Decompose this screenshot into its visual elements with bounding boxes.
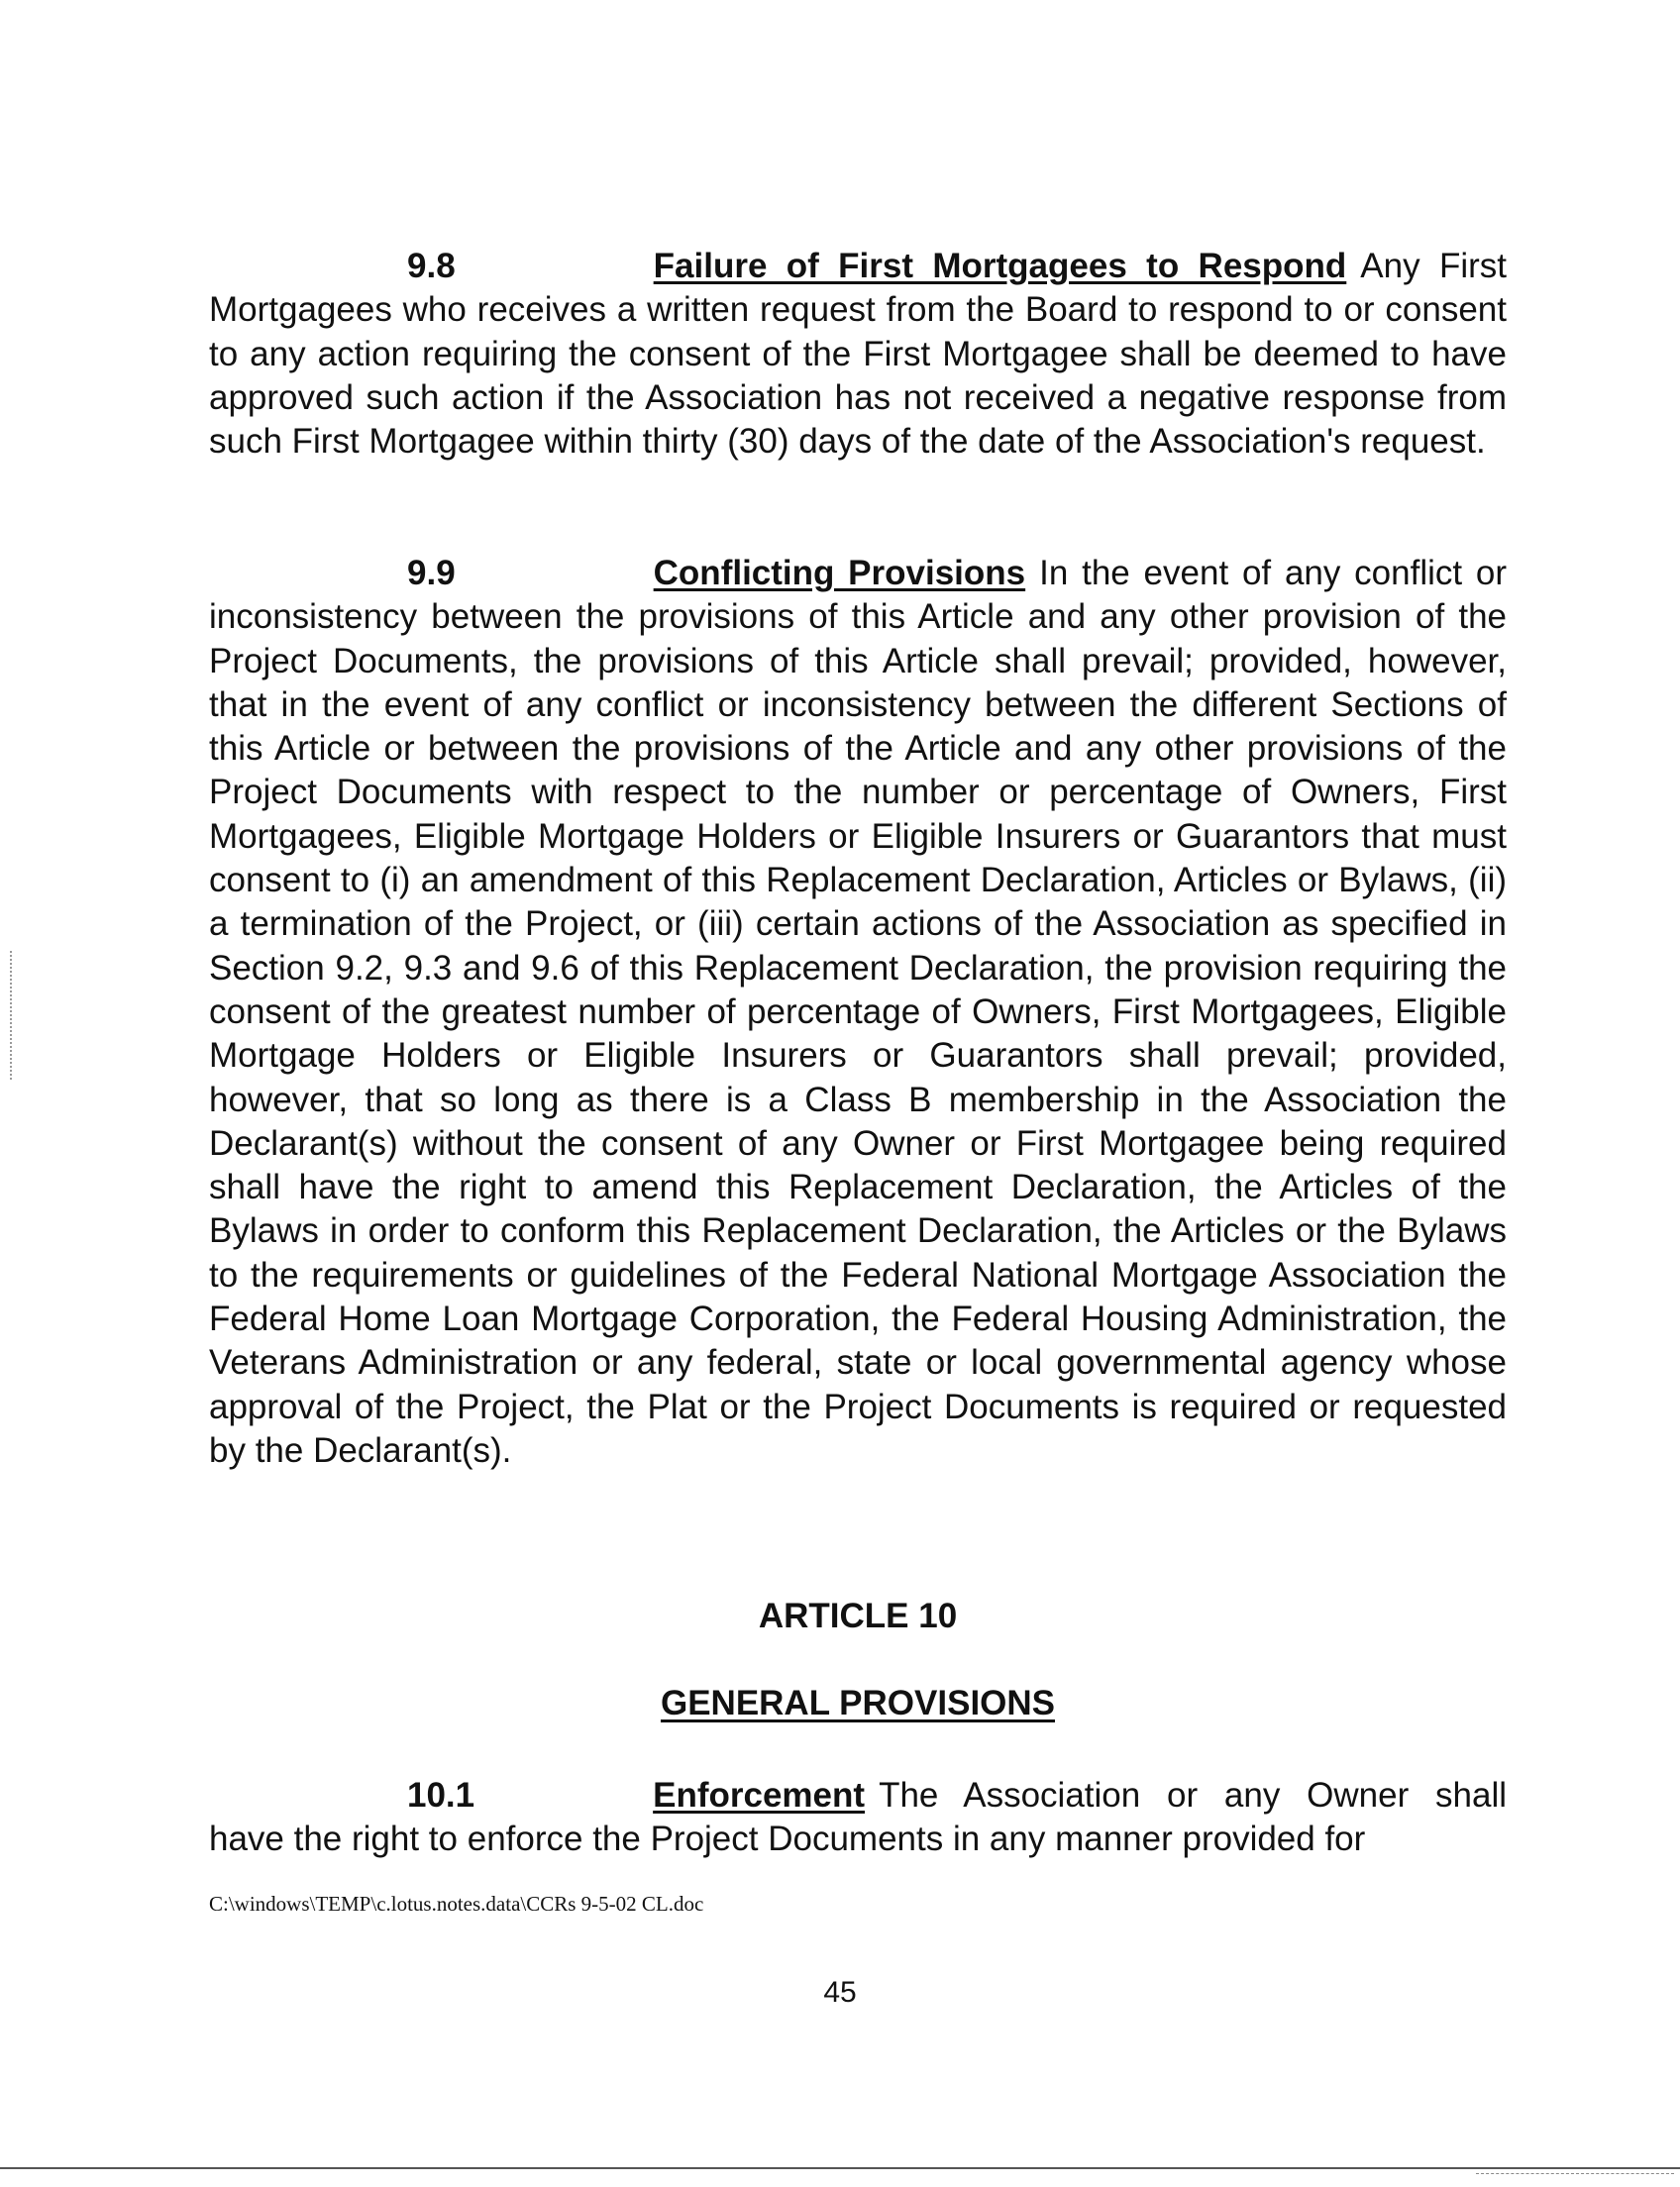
section-number: 9.9 bbox=[407, 554, 456, 592]
section-9-8 bbox=[209, 245, 1507, 464]
section-title: Conflicting Provisions bbox=[653, 554, 1026, 592]
section-title: Failure of First Mortgagees to Respond bbox=[653, 247, 1347, 285]
bottom-scan-line bbox=[0, 2167, 1680, 2169]
margin-scan-marks bbox=[10, 951, 16, 1080]
section-title: Enforcement bbox=[653, 1776, 866, 1815]
bottom-scan-line-dashed bbox=[1476, 2173, 1674, 2175]
article-subtitle-text: GENERAL PROVISIONS bbox=[660, 1684, 1056, 1722]
section-9-9 bbox=[209, 552, 1507, 1473]
section-body: Any First Mortgagees who receives a written request from the Board to respond to or consent to any action requiring the consent of the First Mortgagee shall be deemed to have approved such action if the Association has not received a negative response from such First Mortgagee within thirty (30) days of the date of the Association's request. bbox=[209, 247, 1507, 462]
section-body: The Association or any Owner shall have the right to enforce the Project Documents in any manner provided for bbox=[209, 1776, 1507, 1859]
section-body: In the event of any conflict or inconsistency between the provisions of this Article and any other provision of the Project Documents, the provisions of this Article shall prevail; provided, however, that in the event of any conflict or inconsistency between the different Sections of this Article or between the provisions of the Article and any other provisions of the Project Documents with respect to the number or percentage of Owners, First Mortgagees, Eligible Mortgage Holders or Eligible Insurers or Guarantors that must consent to (i) an amendment of this Replacement Declaration, Articles or Bylaws, (ii) a termination of the Project, or (iii) certain actions of the Association as specified in Section 9.2, 9.3 and 9.6 of this Replacement Declaration, the provision requiring the consent of the greatest number of percentage of Owners, First Mortgagees, Eligible Mortgage Holders or Eligible Insurers or Guarantors shall prevail; provided, however, that so long as there is a Class B membership in the Association the Declarant(s) without the consent of any Owner or First Mortgagee being required shall have the right to amend this Replacement Declaration, the Articles of the Bylaws in order to conform this Replacement Declaration, the Articles or the Bylaws to the requirements or guidelines of the Federal National Mortgage Association the Federal Home Loan Mortgage Corporation, the Federal Housing Administration, the Veterans Administration or any federal, state or local governmental agency whose approval of the Project, the Plat or the Project Documents is required or requested by the Declarant(s). bbox=[209, 554, 1507, 1470]
article-title: ARTICLE 10 bbox=[758, 1597, 958, 1635]
page-number: 45 bbox=[823, 1976, 857, 2009]
article-subtitle bbox=[209, 1684, 1507, 1723]
section-10-1 bbox=[209, 1774, 1507, 1862]
footer-file-path: C:\windows\TEMP\c.lotus.notes.data\CCRs 9-5-02 CL.doc bbox=[209, 1892, 704, 1916]
section-number: 10.1 bbox=[407, 1776, 475, 1815]
section-number: 9.8 bbox=[407, 247, 456, 285]
